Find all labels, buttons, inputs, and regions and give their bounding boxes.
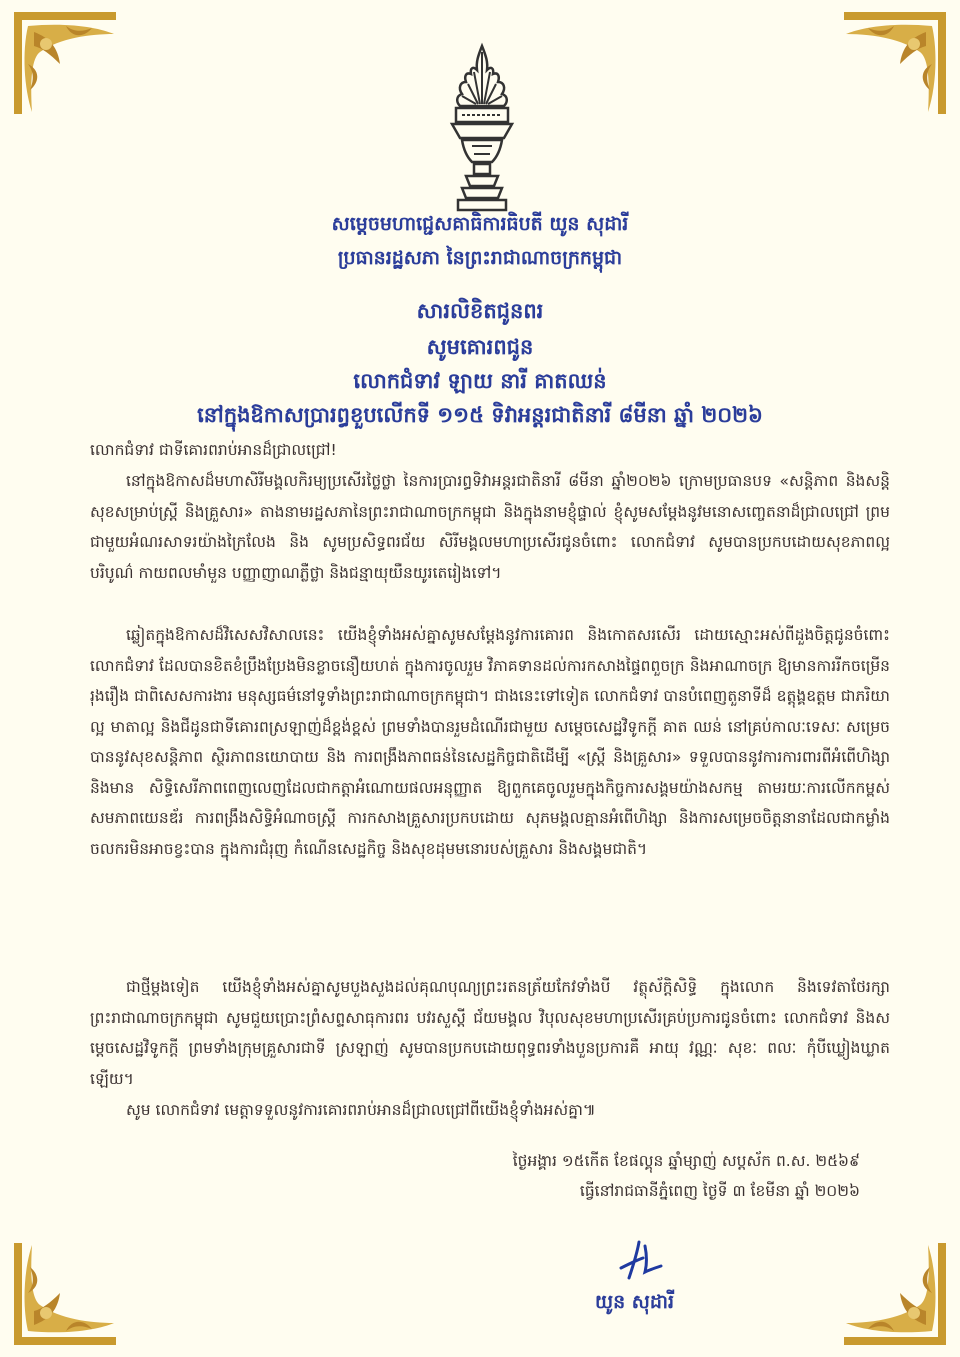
salutation: លោកជំទាវ ជាទីគោរពរាប់អានដ៏ជ្រាលជ្រៅ!	[90, 441, 337, 459]
corner-ornament-icon	[840, 8, 950, 118]
body-paragraph: ឆ្លៀតក្នុងឱកាសដ៏វិសេសវិសាលនេះ យើងខ្ញុំទាំងអស់គ្នាសូមសម្តែងនូវការគោរព និងកោតសរសើរ ដោយស្មោះអស់ពីដួងចិត្តជូនចំពោះ លោកជំទាវ ដែលបានខិតខំប្រឹងប្រែងមិនខ្លាចនឿយហត់ ក្នុងការចូលរួម វិភាគទានដល់ការកសាងផ្ទៃពពួចក្រ និងអាណាចក្រ ឱ្យមានការរីកចម្រើនរុងរឿង ជាពិសេសការងារ មនុស្សធម៌នៅទូទាំងព្រះរាជាណាចក្រកម្ពុជា។ ជាងនេះទៅទៀត លោកជំទាវ បានបំពេញតួនាទីដ៏ ឧត្តុង្គឧត្តម ជាភរិយាល្អ មាតាល្អ និងជីដូនជាទីគោរពស្រឡាញ់ដ៏ខ្ពង់ខ្ពស់ ព្រមទាំងបានរួមដំណើរជាមួយ សម្តេចសេដ្ឋវិទូកក្តី គាត ឈន់ នៅគ្រប់កាលៈទេសៈ សម្រេចបាននូវសុខសន្តិភាព ស្ថិរភាពនយោបាយ និង ការពង្រឹងភាពធន់នៃសេដ្ឋកិច្ចជាតិដើម្បី «ស្ត្រី និងគ្រួសារ» ទទួលបាននូវការការពារពីអំពើហិង្សា និងមាន សិទ្ធិសេរីភាពពេញលេញដែលជាកត្តាអំណោយផលអនុញ្ញាត ឱ្យពួកគេចូលរួមក្នុងកិច្ចការសង្គមយ៉ាងសកម្ម តាមរយៈការលើកកម្ពស់សមភាពយេនឌ័រ ការពង្រឹងសិទ្ធិអំណាចស្ត្រី ការកសាងគ្រួសារប្រកបដោយ សុភមង្គលគ្មានអំពើហិង្សា និងការសម្រេចចិត្តនានាដែលជាកម្លាំងចលករមិនអាចខ្វះបាន ក្នុងការជំរុញ កំណើនសេដ្ឋកិច្ច និងសុខដុមមនោរបស់គ្រួសារ និងសង្គមជាតិ។	[90, 626, 890, 858]
corner-ornament-icon	[10, 1239, 120, 1349]
corner-ornament-icon	[840, 1239, 950, 1349]
body-paragraph: សូម លោកជំទាវ មេត្តាទទួលនូវការគោរពរាប់អានដ៏ជ្រាលជ្រៅពីយើងខ្ញុំទាំងអស់គ្នា៕	[126, 1101, 596, 1119]
message-subtitle: សូមគោរពជូន	[426, 335, 534, 359]
date-lunar: ថ្ងៃអង្គារ ១៥កើត ខែផល្គុន ឆ្នាំម្សាញ់ សប្តស័ក ព.ស. ២៥៦៩	[512, 1152, 860, 1170]
signature-mark	[615, 1240, 665, 1282]
parliament-emblem-icon	[440, 42, 525, 214]
date-solar: ធ្វើនៅរាជធានីភ្នំពេញ ថ្ងៃទី ៣ ខែមីនា ឆ្នាំ ២០២៦	[579, 1182, 860, 1200]
body-paragraph: នៅក្នុងឱកាសដ៏មហាសិរីមង្គលកិរម្យប្រសើរថ្លៃថ្លា នៃការប្រារព្ធទិវាអន្តរជាតិនារី ៨មីនា ឆ្នាំ២០២៦ ក្រោមប្រធានបទ «សន្តិភាព និងសន្តិសុខសម្រាប់ស្ត្រី និងគ្រួសារ» តាងនាមរដ្ឋសភានៃព្រះរាជាណាចក្រកម្ពុជា និងក្នុងនាមខ្ញុំផ្ទាល់ ខ្ញុំសូមសម្តែងនូវមនោសញ្ចេតនាដ៏ជ្រាលជ្រៅ ព្រមជាមួយអំណរសាទរយ៉ាងក្រៃលែង និង សូមប្រសិទ្ធពរជ័យ សិរីមង្គលមហាប្រសើរជូនចំពោះ លោកជំទាវ សូមបានប្រកបដោយសុខភាពល្អបរិបូណ៌ កាយពលមាំមួន បញ្ញាញាណភ្លឺថ្លា និងជន្មាយុយឺនយូរតេរៀងទៅ។	[90, 472, 890, 582]
message-title: សារលិខិតជូនពរ	[416, 299, 544, 323]
message-occasion: នៅក្នុងឱកាសប្រារព្ធខួបលើកទី ១១៥ ទិវាអន្តរជាតិនារី ៨មីនា ឆ្នាំ ២០២៦	[197, 403, 763, 427]
signer-name: យូន សុដារី	[595, 1291, 674, 1313]
sender-title: ប្រធានរដ្ឋសភា នៃព្រះរាជាណាចក្រកម្ពុជា	[337, 247, 623, 269]
body-paragraph: ជាថ្មីម្តងទៀត យើងខ្ញុំទាំងអស់គ្នាសូមបួងសួងដល់គុណបុណ្យព្រះរតនត្រ័យកែវទាំងបី វត្ថុស័ក្តិសិទ្ធិ ក្នុងលោក និងទេវតាថែរក្សាព្រះរាជាណាចក្រកម្ពុជា សូមជួយប្រោះព្រំសព្ទសាធុការពរ បវរសួស្តី ជ័យមង្គល វិបុលសុខមហាប្រសើរគ្រប់ប្រការជូនចំពោះ លោកជំទាវ និងសម្តេចសេដ្ឋវិទូកក្តី ព្រមទាំងក្រុមគ្រួសារជាទី ស្រឡាញ់ សូមបានប្រកបដោយពុទ្ធពរទាំងបួនប្រការគឺ អាយុ វណ្ណៈ សុខៈ ពលៈ កុំបីឃ្លៀងឃ្លាតឡើយ។	[90, 978, 890, 1088]
message-recipient: លោកជំទាវ ឡាយ នារី គាតឈន់	[353, 369, 607, 393]
corner-ornament-icon	[10, 8, 120, 118]
sender-name: សម្តេចមហាជ្ជេសគាធិការធិបតី យូន សុដារី	[331, 213, 629, 235]
